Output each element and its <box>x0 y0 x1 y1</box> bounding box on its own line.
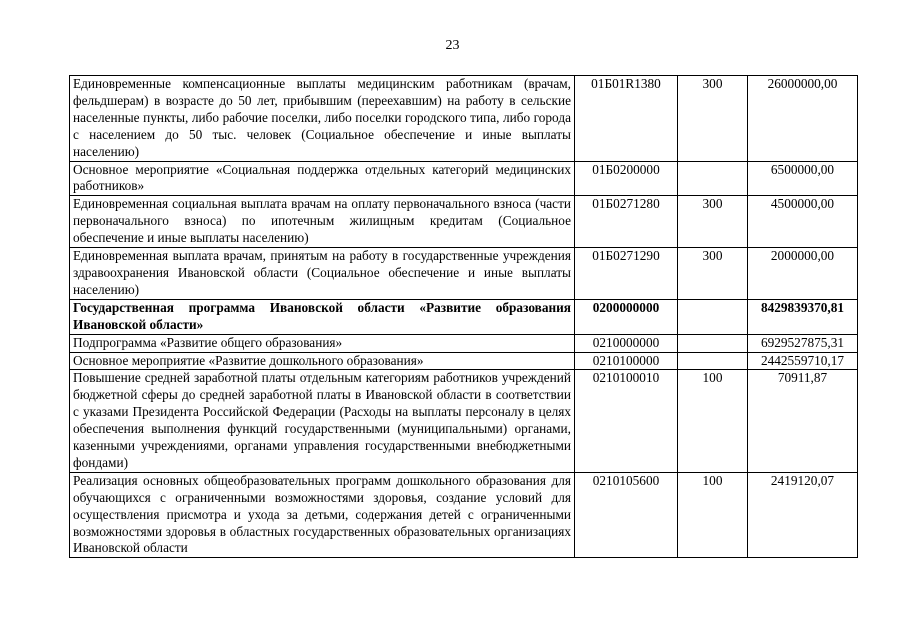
row-description: Основное мероприятие «Развитие дошкольного образования» <box>70 352 575 370</box>
table-row <box>70 76 858 162</box>
row-expense-kind <box>678 352 748 370</box>
row-description: Подпрограмма «Развитие общего образования» <box>70 334 575 352</box>
row-description: Основное мероприятие «Социальная поддержка отдельных категорий медицинских работников» <box>70 161 575 196</box>
table-row <box>70 352 858 370</box>
table-row <box>70 196 858 248</box>
row-expense-kind <box>678 161 748 196</box>
row-expense-kind <box>678 334 748 352</box>
row-description: Единовременные компенсационные выплаты медицинским работникам (врачам, фельдшерам) в возрасте до 50 лет, прибывшим (переехавшим) на работу в сельские населенные пункты, либо рабочие поселки, либо поселки городского типа, либо города с населением до 50 тыс. человек (Социальное обеспечение и иные выплаты населению) <box>70 76 575 162</box>
page-number: 23 <box>445 38 460 53</box>
row-description: Повышение средней заработной платы отдельным категориям работников учреждений бюджетной сферы до средней заработной платы в Ивановской области в соответствии с указами Президента Российской Федерации (Расходы на выплаты персоналу в целях обеспечения выполнения функций государственными (муниципальными) органами, казенными учреждениями, органами управления государственными внебюджетными фондами) <box>70 370 575 472</box>
row-expense-kind: 300 <box>678 196 748 248</box>
row-amount: 6929527875,31 <box>748 334 858 352</box>
budget-table <box>69 75 858 558</box>
table-row <box>70 248 858 300</box>
row-target-code: 0210105600 <box>575 472 678 558</box>
row-expense-kind: 100 <box>678 472 748 558</box>
table-row <box>70 472 858 558</box>
row-description: Единовременная социальная выплата врачам на оплату первоначального взноса (части первоначального взноса) по ипотечным жилищным кредитам (Социальное обеспечение и иные выплаты населению) <box>70 196 575 248</box>
row-target-code: 0210100000 <box>575 352 678 370</box>
row-target-code: 01Б0200000 <box>575 161 678 196</box>
row-amount: 26000000,00 <box>748 76 858 162</box>
row-amount: 8429839370,81 <box>748 299 858 334</box>
table-row <box>70 334 858 352</box>
row-target-code: 01Б0271280 <box>575 196 678 248</box>
row-description: Государственная программа Ивановской области «Развитие образования Ивановской области» <box>70 299 575 334</box>
row-expense-kind: 100 <box>678 370 748 472</box>
table-row <box>70 370 858 472</box>
row-amount: 2000000,00 <box>748 248 858 300</box>
row-expense-kind: 300 <box>678 248 748 300</box>
row-amount: 70911,87 <box>748 370 858 472</box>
row-target-code: 0200000000 <box>575 299 678 334</box>
row-amount: 4500000,00 <box>748 196 858 248</box>
row-amount: 2419120,07 <box>748 472 858 558</box>
row-description: Реализация основных общеобразовательных программ дошкольного образования для обучающихся с ограниченными возможностями здоровья, создание условий для осуществления присмотра и ухода за детьми, содержания детей с ограниченными возможностями здоровья в областных государственных образовательных организациях Ивановской области <box>70 472 575 558</box>
table-row <box>70 161 858 196</box>
row-expense-kind: 300 <box>678 76 748 162</box>
row-target-code: 01Б0271290 <box>575 248 678 300</box>
row-target-code: 0210100010 <box>575 370 678 472</box>
row-target-code: 01Б01R1380 <box>575 76 678 162</box>
table-row <box>70 299 858 334</box>
row-amount: 2442559710,17 <box>748 352 858 370</box>
row-expense-kind <box>678 299 748 334</box>
row-amount: 6500000,00 <box>748 161 858 196</box>
budget-table-body <box>70 76 858 558</box>
row-target-code: 0210000000 <box>575 334 678 352</box>
row-description: Единовременная выплата врачам, принятым на работу в государственные учреждения здравоохранения Ивановской области (Социальное обеспечение и иные выплаты населению) <box>70 248 575 300</box>
